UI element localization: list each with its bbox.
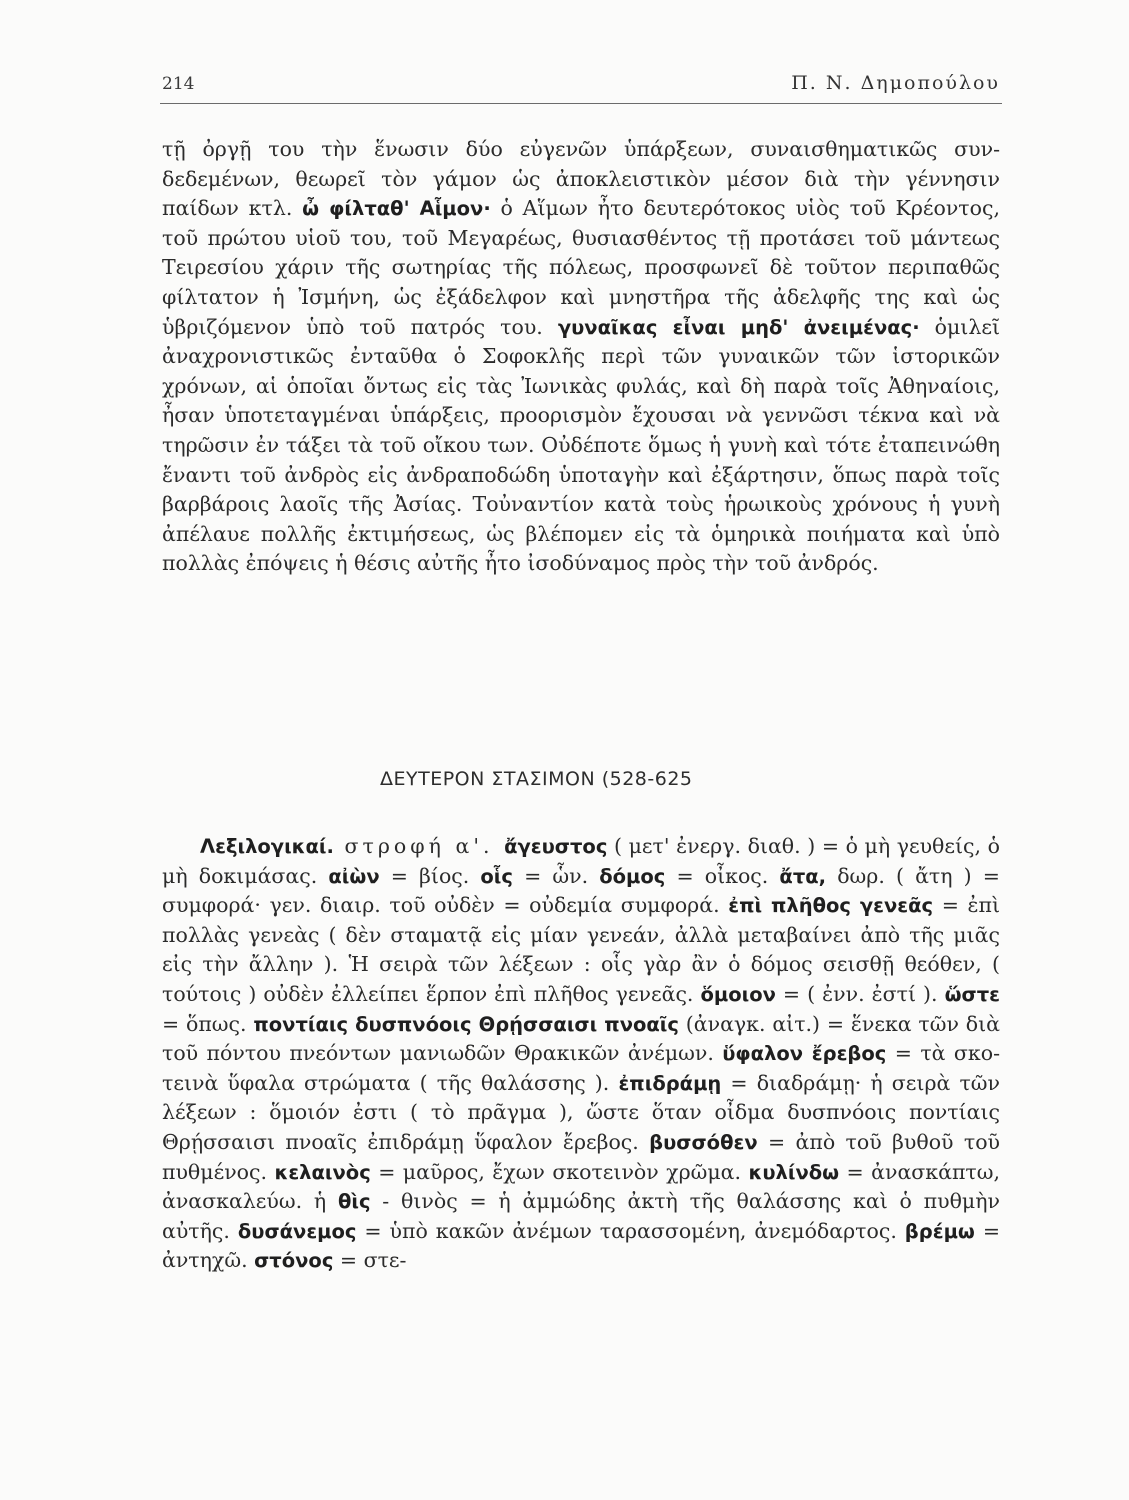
lemma: ἄτα, (779, 864, 827, 888)
header-rule (160, 103, 1002, 104)
commentary-block-1 (162, 135, 1000, 579)
page-header (162, 70, 1000, 100)
lemma: ὅμοιον (700, 982, 776, 1006)
section-heading: ΔΕΥΤΕΡΟΝ ΣΤΑΣΙΜΟΝ (528-625 (380, 768, 693, 790)
strophe-label: στροφή α'. (333, 834, 505, 858)
lemma: δόμος (599, 864, 666, 888)
text-run: = ἐπὶ πολλὰς γενεὰς ( δὲν σταματᾷ εἰς μίαν γενεάν, ἀλλὰ μεταβαίνει ἀπὸ τῆς μιᾶς εἰς τὴν ἄλλην ). Ἡ σειρὰ τῶν λέξεων : οἷς γὰρ ἂν ὁ δόμος σεισθῇ θεόθεν, ( τούτοις ) οὐδὲν ἐλλείπει ἕρπον ἐπὶ πλῆθος γενεᾶς. (162, 893, 1000, 1006)
lemma: οἷς (480, 864, 513, 888)
text-run: = ( ἐνν. ἐστί ). (775, 981, 945, 1006)
lemma: γυναῖκας εἶναι μηδ' ἀνειμένας· (557, 315, 920, 339)
text-run: = στε- (333, 1248, 407, 1273)
lemma: ὥστε (944, 982, 1000, 1006)
lemma: κελαινὸς (274, 1160, 371, 1184)
lemma: βυσσόθεν (649, 1130, 758, 1154)
lemma: κυλίνδω (748, 1160, 840, 1184)
commentary-paragraph-1 (162, 135, 1000, 579)
lemma: ἐπιδράμῃ (618, 1071, 722, 1095)
commentary-block-2 (162, 832, 1000, 1276)
text-run: = ἀνασκάπτω, ἀνασκαλεύω. ἡ (162, 1159, 1000, 1214)
text-run: - θινὸς = ἡ ἀμμώδης ἀκτὴ τῆς θαλάσσης καὶ ὁ πυθμὴν αὐτῆς. (162, 1189, 1001, 1243)
lemma: ποντίαις δυσπνόοις Θρῄσσαισι πνοαῖς (253, 1012, 679, 1036)
lemma: ἐπὶ πλῆθος γενεᾶς (728, 894, 934, 918)
text-run: δωρ. ( ἄτη ) = συμφορά· γεν. διαιρ. τοῦ οὐδὲν = οὐδεμία συμφορά. (162, 863, 1000, 918)
text-run: = ὑπὸ κακῶν ἀνέμων ταρασσομένη, ἀνεμόδαρτος. (356, 1218, 905, 1243)
text-run: = βίος. (379, 863, 481, 888)
text-run: = ἀντηχῶ. (162, 1218, 1001, 1273)
text-run: = διαδράμῃ· ἡ σειρὰ τῶν λέξεων : ὅμοιόν ἐστι ( τὸ πρᾶγμα ), ὥστε ὅταν οἶδμα δυσπνόοις ποντίαις Θρῄσσαισι πνοαῖς ἐπιδράμῃ ὕφαλον ἔρεβος. (162, 1070, 1000, 1154)
running-head: Π. Ν. Δημοπούλου (791, 72, 1000, 94)
lexical-paragraph (162, 832, 1000, 1276)
text-run: = τὰ σκοτεινὰ ὕφαλα στρώματα ( τῆς θαλάσσης ). (162, 1041, 1000, 1095)
text-run: = ὅπως. (162, 1011, 254, 1036)
page-number: 214 (162, 74, 195, 94)
text-run: τῇ ὀργῇ του τὴν ἕνωσιν δύο εὐγενῶν ὑπάρξεων, συναισθηματικῶς συνδεδεμένων, θεωρεῖ τὸν γάμον ὡς ἀποκλειστικὸν μέσον διὰ τὴν γέννησιν παίδων κτλ. (162, 137, 1000, 221)
text-run: = ἀπὸ τοῦ βυθοῦ τοῦ πυθμένος. (162, 1129, 1001, 1184)
text-run: ὁμιλεῖ ἀναχρονιστικῶς ἐνταῦθα ὁ Σοφοκλῆς περὶ τῶν γυναικῶν τῶν ἱστορικῶν χρόνων, αἱ ὁποῖαι ὄντως εἰς τὰς Ἰωνικὰς φυλάς, καὶ δὴ παρὰ τοῖς Ἀθηναίοις, ἦσαν ὑποτεταγμέναι ὑπάρξεις, προορισμὸν ἔχουσαι νὰ γεννῶσι τέκνα καὶ νὰ τηρῶσιν ἐν τάξει τὰ τοῦ οἴκου των. Οὐδέποτε ὅμως ἡ γυνὴ καὶ τότε ἐταπεινώθη ἔναντι τοῦ ἀνδρὸς εἰς ἀνδραποδώδη ὑποταγὴν καὶ ἐξάρτησιν, ὅπως παρὰ τοῖς βαρβάροις λαοῖς τῆς Ἀσίας. Τοὐναντίον κατὰ τοὺς ἡρωικοὺς χρόνους ἡ γυνὴ ἀπέλαυε πολλῆς ἐκτιμήσεως, ὡς βλέπομεν εἰς τὰ ὁμηρικὰ ποιήματα καὶ ὑπὸ πολλὰς ἐπόψεις ἡ θέσις αὐτῆς ἦτο ἰσοδύναμος πρὸς τὴν τοῦ ἀνδρός. (162, 314, 1000, 576)
subheading-lexical: Λεξιλογικαί. (200, 835, 334, 858)
lemma: θὶς (337, 1190, 371, 1214)
text-run: ( μετ' ἐνεργ. διαθ. ) = ὁ μὴ γευθείς, ὁ μὴ δοκιμάσας. (162, 834, 1000, 888)
text-run: = οἶκος. (665, 863, 780, 888)
text-run: = ὧν. (512, 863, 600, 888)
text-run: (ἀναγκ. αἰτ.) = ἕνεκα τῶν διὰ τοῦ πόντου πνεόντων μανιωδῶν Θρακικῶν ἀνέμων. (162, 1011, 1000, 1066)
lemma: ἄγευστος (504, 835, 608, 858)
lemma: στόνος (254, 1249, 334, 1273)
lemma: ὦ φίλταθ' Αἷμον· (302, 197, 491, 221)
lemma: ὕφαλον ἔρεβος (722, 1042, 887, 1066)
lemma: δυσάνεμος (237, 1219, 357, 1243)
text-run: ὁ Αἵμων ἦτο δευτερότοκος υἱὸς τοῦ Κρέοντος, τοῦ πρώτου υἱοῦ του, τοῦ Μεγαρέως, θυσιασθέντος τῇ προτάσει τοῦ μάντεως Τειρεσίου χάριν τῆς σωτηρίας τῆς πόλεως, προσφωνεῖ δὲ τοῦτον περιπαθῶς φίλτατον ἡ Ἰσμήνη, ὡς ἐξάδελφον καὶ μνηστῆρα τῆς ἀδελφῆς της καὶ ὡς ὑβριζόμενον ὑπὸ τοῦ πατρός του. (162, 196, 1000, 339)
lemma: βρέμω (904, 1219, 975, 1243)
text-run: = μαῦρος, ἔχων σκοτεινὸν χρῶμα. (370, 1159, 749, 1184)
lemma: αἰὼν (328, 864, 380, 888)
